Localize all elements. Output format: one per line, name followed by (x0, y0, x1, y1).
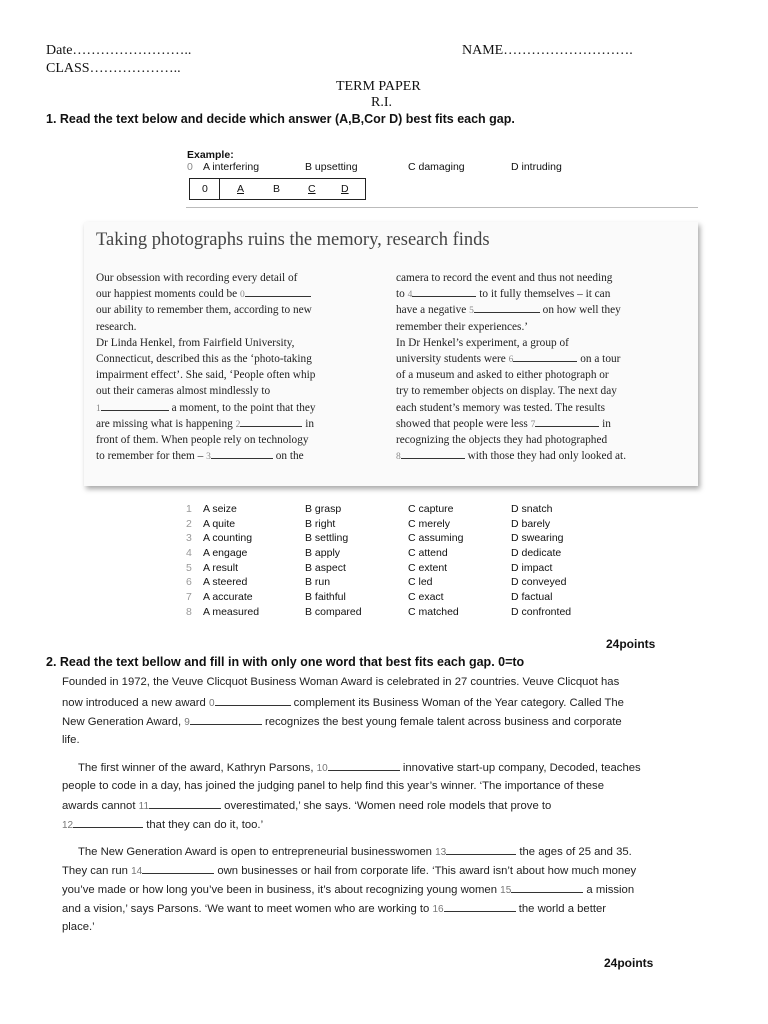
text-line: each student’s memory was tested. The results (396, 401, 606, 414)
q2-points: 24points (604, 956, 654, 970)
text-line: Connecticut, described this as the ‘photo-taking (96, 352, 312, 365)
divider (186, 207, 698, 208)
example-answer-box (189, 178, 366, 200)
text-line: and a vision,’ says Parsons. ‘We want to meet women who are working to 16 the world a better (62, 903, 607, 915)
text-line: our happiest moments could be 0 (96, 286, 376, 302)
example-num: 0 (187, 161, 193, 173)
text-line: now introduced a new award 0 complement its Business Woman of the Year category. Called The (62, 697, 624, 709)
text-line: people to code in a day, has joined the judging panel to help find this year’s winner. ‘The importance of these (62, 780, 604, 792)
q2-instruction: 2. Read the text bellow and fill in with only one word that best fits each gap. 0=to (46, 655, 525, 669)
article-title: Taking photographs ruins the memory, research finds (96, 230, 490, 250)
text-line: to 4 to it fully themselves – it can (396, 288, 611, 301)
text-line: try to remember objects on display. The next day (396, 385, 617, 398)
example-box-d: D (341, 183, 349, 195)
text-line: showed that people were less 7 in (396, 417, 611, 430)
text-line: They can run 14 own businesses or hail from corporate life. ‘This award isn’t about how much money (62, 865, 637, 877)
text-line: university students were 6 on a tour (396, 352, 621, 365)
date-field: Date…………………….. (46, 43, 192, 58)
article-box (84, 222, 698, 486)
text-line: In Dr Henkel’s experiment, a group of (396, 336, 569, 349)
example-box-a: A (237, 183, 245, 195)
text-line: awards cannot 11 overestimated,’ she says. ‘Women need role models that prove to (62, 800, 552, 812)
example-box-num: 0 (202, 183, 208, 195)
text-line: to remember for them – 3 on the (96, 450, 304, 463)
text-line: you’ve made or how long you’ve been in business, it’s about recognizing young women 15 a mission (62, 884, 635, 896)
q1-instruction: 1. Read the text below and decide which answer (A,B,Cor D) best fits each gap. (46, 112, 515, 126)
text-line: have a negative 5 on how well they (396, 304, 621, 317)
text-line: The first winner of the award, Kathryn Parsons, 10 innovative start-up company, Decoded, teaches (78, 762, 641, 774)
text-line: New Generation Award, 9 recognizes the best young female talent across business and corporate (62, 716, 622, 728)
example-option-b: B upsetting (305, 161, 358, 173)
text-line: our ability to remember them, according to new (96, 304, 312, 317)
text-line: impairment effect’. She said, ‘People often whip (96, 369, 316, 382)
q1-points: 24points (606, 637, 656, 651)
text-line: recognizing the objects they had photographed (396, 433, 608, 446)
class-field: CLASS……………….. (46, 61, 181, 76)
text-line: life. (62, 734, 80, 746)
text-line: 8 with those they had only looked at. (396, 450, 627, 463)
text-line: Our obsession with recording every detail of (96, 272, 298, 284)
text-line: are missing what is happening 2 in (96, 417, 314, 430)
example-box-b: B (273, 183, 281, 195)
text-line: 12 that they can do it, too.’ (62, 819, 264, 831)
text-line: remember their experiences.’ (396, 320, 529, 333)
example-option-a: A interfering (203, 161, 260, 173)
example-label: Example: (187, 149, 234, 161)
text-line: out their cameras almost mindlessly to (96, 385, 271, 398)
text-line: 1 a moment, to the point that they (96, 401, 316, 414)
page-subtitle: R.I. (371, 95, 392, 110)
text-line: Founded in 1972, the Veuve Clicquot Business Woman Award is celebrated in 27 countries. Veuve Clicquot has (62, 676, 620, 688)
text-line: of a museum and asked to either photograph or (396, 369, 609, 382)
text-line: camera to record the event and thus not needing (396, 272, 613, 284)
name-field: NAME………………………. (462, 43, 633, 58)
article-right-column (396, 270, 691, 464)
example-option-c: C damaging (408, 161, 465, 173)
text-line: place.’ (62, 921, 95, 933)
example-option-d: D intruding (511, 161, 562, 173)
article-left-column (96, 270, 376, 464)
example-box-c: C (308, 183, 316, 195)
page-title: TERM PAPER (336, 79, 421, 94)
text-line: The New Generation Award is open to entrepreneurial businesswomen 13 the ages of 25 and 35. (78, 846, 632, 858)
text-line: Dr Linda Henkel, from Fairfield University, (96, 336, 295, 349)
text-line: research. (96, 320, 137, 333)
text-line: front of them. When people rely on technology (96, 433, 309, 446)
